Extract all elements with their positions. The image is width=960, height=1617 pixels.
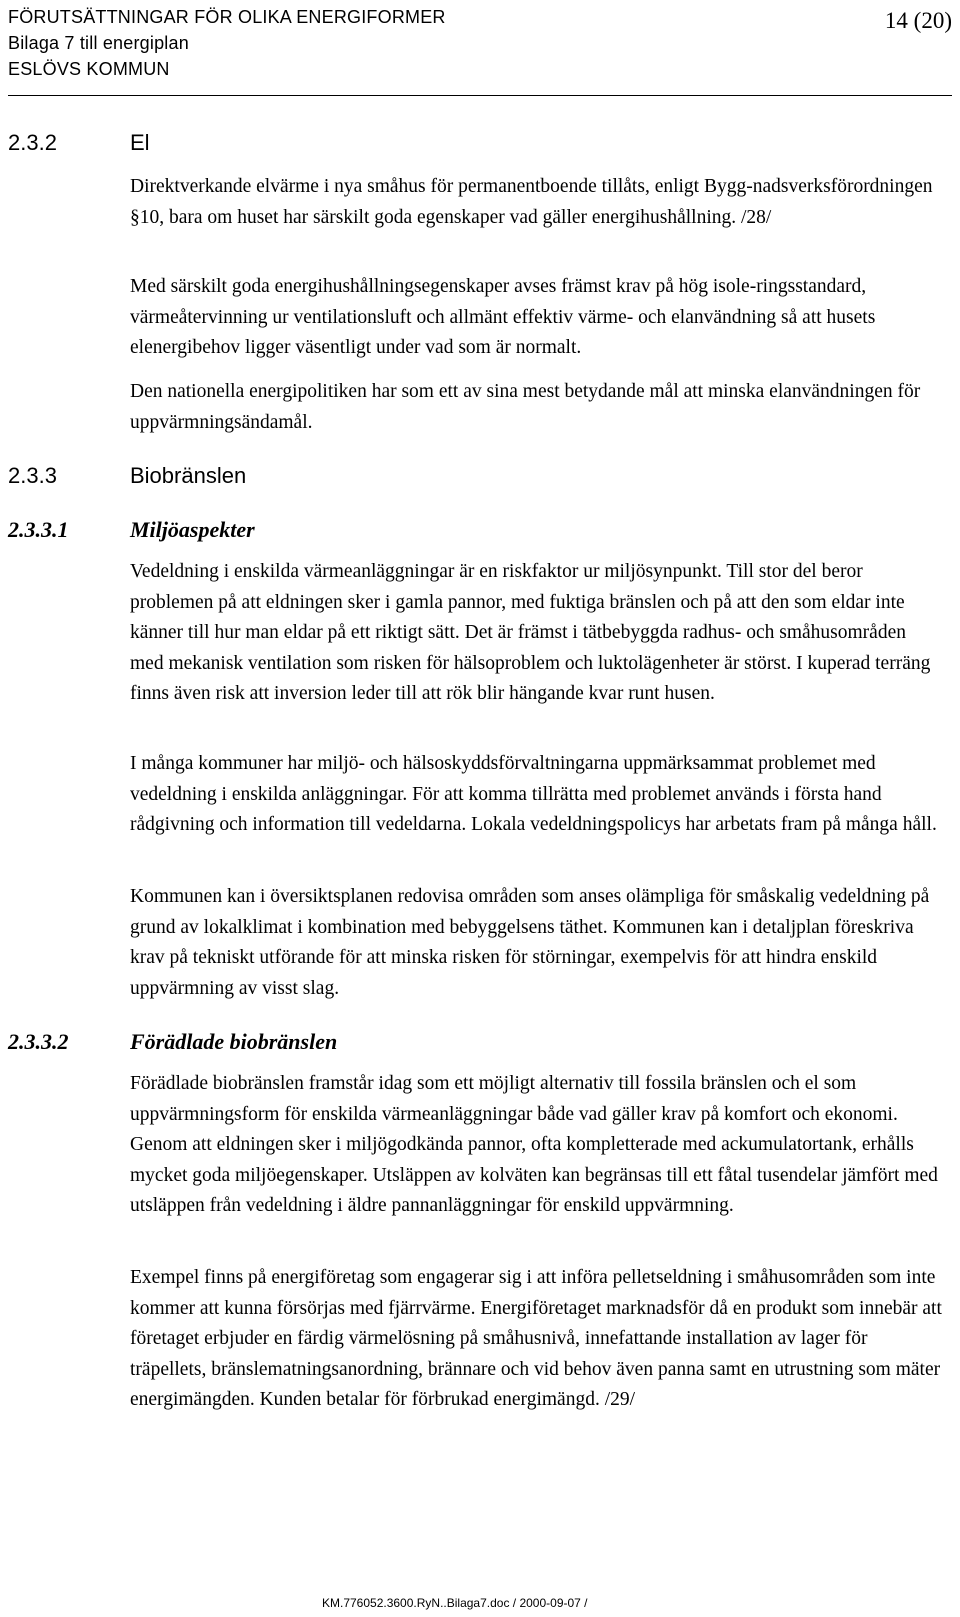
document-reference: KM.776052.3600.RyN..Bilaga7.doc / 2000-09-07 /: [322, 1596, 588, 1610]
page-number: 14 (20): [884, 8, 952, 33]
section-title: El: [130, 130, 150, 155]
paragraph-el-3: Den nationella energipolitiken har som ett av sina mest betydande mål att minska elanvändningen för uppvärmningsändamål.: [130, 381, 921, 433]
header-divider: [8, 95, 952, 96]
subsection-title: Förädlade biobränslen: [130, 1029, 338, 1054]
section-title: Biobränslen: [130, 463, 247, 488]
page-header: [8, 4, 952, 94]
header-subtitle: Bilaga 7 till energiplan: [8, 33, 189, 53]
paragraph-foradlade-2: Exempel finns på energiföretag som engagerar sig i att införa pelletseldning i småhusområden som inte kommer att kunna försörjas med fjärrvärme. Energiföretaget marknadsför då en produkt som innebär att företaget erbjuder en färdig värmelösning på småhusnivå, innefattande installation av lager för träpellets, bränslematningsanordning, brännare och vid behov även panna samt en utrustning som mäter energimängden. Kunden betalar för förbrukad energimängd. /29/: [130, 1267, 942, 1410]
subsection-heading-miljoaspekter: [8, 516, 255, 544]
subsection-title: Miljöaspekter: [130, 517, 255, 542]
subsection-number: 2.3.3.2: [8, 1029, 69, 1054]
paragraph-miljo-2: I många kommuner har miljö- och hälsoskyddsförvaltningarna uppmärksammat problemet med vedeldning i enskilda anläggningar. För att komma tillrätta med problemet används i första hand rådgivning och information till vedeldarna. Lokala vedeldningspolicys har arbetats fram på många håll.: [130, 753, 937, 835]
paragraph-el-1: Direktverkande elvärme i nya småhus för permanentboende tillåts, enligt Bygg-nadsverksförordningen §10, bara om huset har särskilt goda egenskaper vad gäller energihushållning. /28/: [130, 176, 933, 228]
header-municipality: ESLÖVS KOMMUN: [8, 59, 170, 79]
paragraph-miljo-3: Kommunen kan i översiktsplanen redovisa områden som anses olämpliga för småskalig vedeldning på grund av lokalklimat i kombination med bebyggelsens täthet. Kommunen kan i detaljplan föreskriva krav på tekniskt utförande för att minska risken för störningar, exempelvis för att hindra enskild uppvärmning av visst slag.: [130, 886, 930, 999]
section-number: 2.3.2: [8, 130, 57, 155]
subsection-heading-foradlade-biobranslen: [8, 1028, 337, 1056]
section-number: 2.3.3: [8, 463, 57, 488]
paragraph-foradlade-1: Förädlade biobränslen framstår idag som ett möjligt alternativ till fossila bränslen och el som uppvärmningsform för enskilda värmeanläggningar både vad gäller krav på komfort och ekonomi. Genom att eldningen sker i miljögodkända pannor, ofta kompletterade med ackumulatortank, erhålls mycket goda miljöegenskaper. Utsläppen av kolväten kan begränsas till ett fåtal tusendelar jämfört med utsläppen från vedeldning i äldre pannanläggningar för enskild uppvärmning.: [130, 1073, 938, 1216]
section-heading-biobranslen: [8, 462, 246, 490]
section-heading-el: [8, 129, 150, 157]
subsection-number: 2.3.3.1: [8, 517, 69, 542]
header-title: FÖRUTSÄTTNINGAR FÖR OLIKA ENERGIFORMER: [8, 7, 446, 27]
paragraph-miljo-1: Vedeldning i enskilda värmeanläggningar är en riskfaktor ur miljösynpunkt. Till stor del beror problemen på att eldningen sker i gamla pannor, med fuktiga bränslen och på att den som eldar inte känner till hur man eldar på ett riktigt sätt. Det är främst i tätbebyggda radhus- och småhusområden med mekanisk ventilation som risken för hälsoproblem och luktolägenheter är störst. I kuperad terräng finns även risk att inversion leder till att rök blir hängande kvar runt husen.: [130, 561, 931, 704]
paragraph-el-2: Med särskilt goda energihushållningsegenskaper avses främst krav på hög isole-ringsstandard, värmeåtervinning ur ventilationsluft och allmänt effektiv värme- och elanvändning så att husets elenergibehov ligger väsentligt under vad som är normalt.: [130, 276, 876, 358]
